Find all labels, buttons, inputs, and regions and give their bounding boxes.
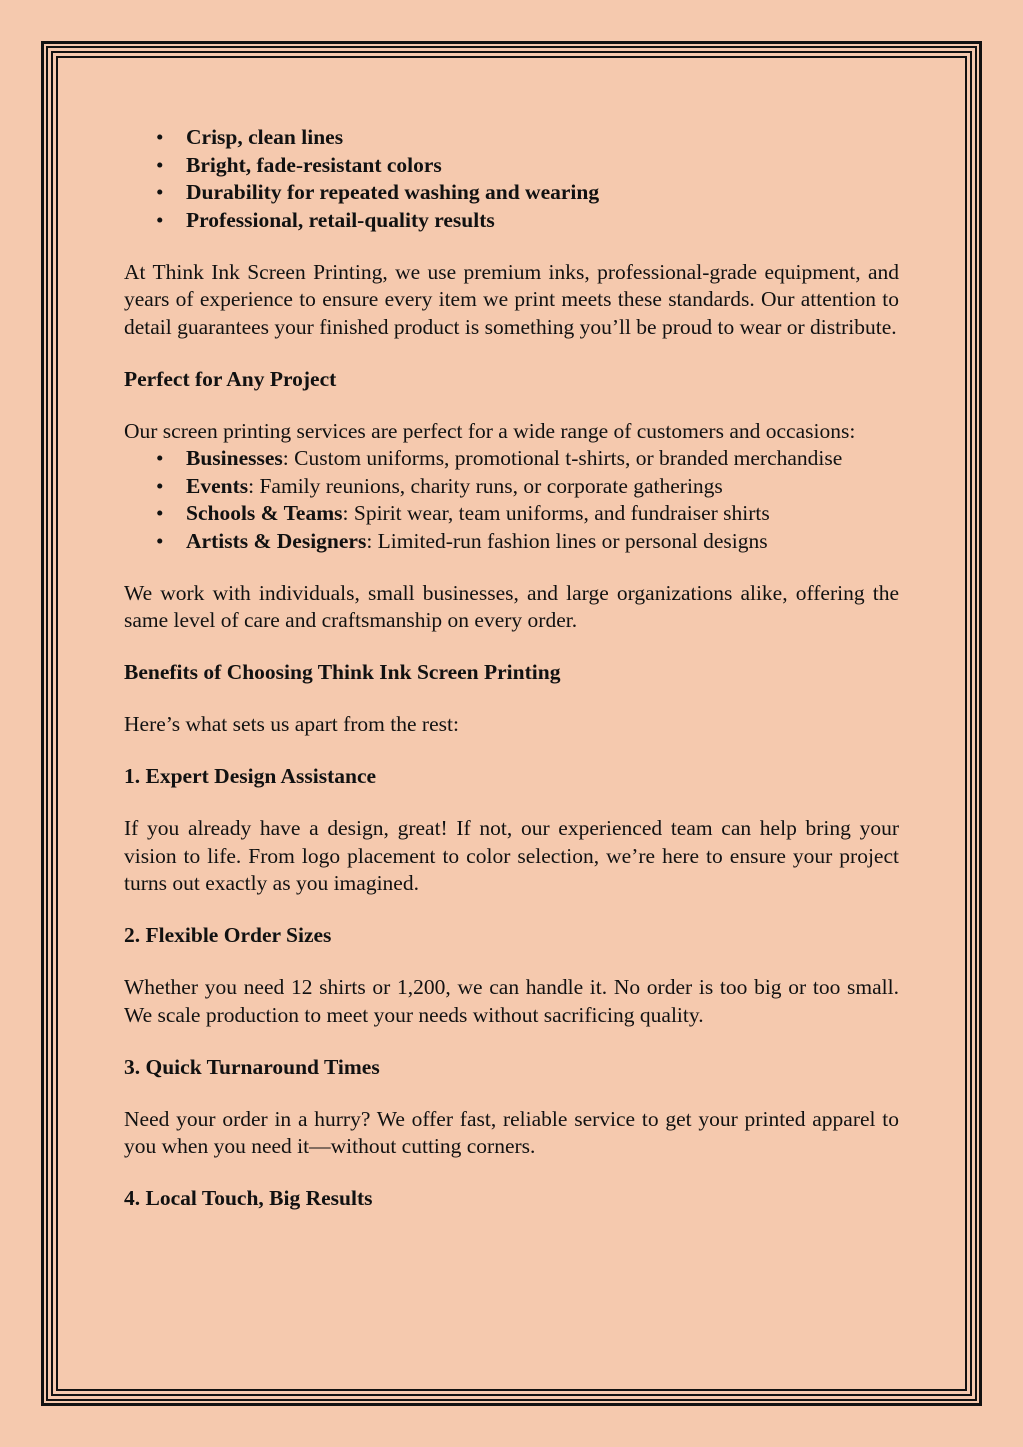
customer-desc: : Limited-run fashion lines or personal designs <box>366 528 768 553</box>
customer-term: Events <box>186 473 249 498</box>
customer-desc: : Custom uniforms, promotional t-shirts, or branded merchandise <box>282 446 843 470</box>
quality-list <box>124 124 899 234</box>
customer-item <box>186 500 899 528</box>
quality-item: • Durability for repeated washing and wearing <box>186 179 899 207</box>
standards-paragraph: At Think Ink Screen Printing, we use premium inks, professional-grade equipment, and years of experience to ensure every item we print meets these standards. Our attention to detail guarantees your finished product is something you’ll be proud to wear or distribute. <box>124 259 899 339</box>
benefit-3-heading: 3. Quick Turnaround Times <box>124 1054 380 1079</box>
project-paragraph: Our screen printing services are perfect for a wide range of customers and occasions: <box>124 418 856 443</box>
customer-list <box>124 445 899 555</box>
work-paragraph: We work with individuals, small businesses, and large organizations alike, offering the same level of care and craftsmanship on every order. <box>124 580 899 632</box>
customer-desc: : Family reunions, charity runs, or corporate gatherings <box>248 473 723 498</box>
benefit-1-heading: 1. Expert Design Assistance <box>124 764 377 788</box>
benefit-2-heading: 2. Flexible Order Sizes <box>124 923 332 947</box>
customer-item <box>186 473 899 501</box>
quality-item: • Crisp, clean lines <box>186 124 899 152</box>
customer-term: Businesses <box>186 446 283 470</box>
document-body <box>124 124 899 1213</box>
benefits-heading: Benefits of Choosing Think Ink Screen Printing <box>124 660 561 684</box>
customer-desc: : Spirit wear, team uniforms, and fundraiser shirts <box>342 501 770 525</box>
benefit-3-text: Need your order in a hurry? We offer fast, reliable service to get your printed apparel to you when you need it—without cutting corners. <box>124 1106 899 1158</box>
customer-term: Artists & Designers <box>186 528 367 553</box>
apart-paragraph: Here’s what sets us apart from the rest: <box>124 712 459 736</box>
benefit-4-heading: 4. Local Touch, Big Results <box>124 1186 373 1210</box>
customer-term: Schools & Teams <box>186 501 343 525</box>
quality-item: • Bright, fade-resistant colors <box>186 152 899 180</box>
customer-item <box>186 528 899 556</box>
benefit-2-text: Whether you need 12 shirts or 1,200, we can handle it. No order is too big or too small. We scale production to meet your needs without sacrificing quality. <box>124 975 899 1027</box>
quality-item: • Professional, retail-quality results <box>186 207 899 235</box>
benefit-1-text: If you already have a design, great! If not, our experienced team can help bring your vision to life. From logo placement to color selection, we’re here to ensure your project turns out exactly as you imagined. <box>124 816 899 895</box>
customer-item <box>186 445 899 473</box>
project-heading: Perfect for Any Project <box>124 366 337 391</box>
